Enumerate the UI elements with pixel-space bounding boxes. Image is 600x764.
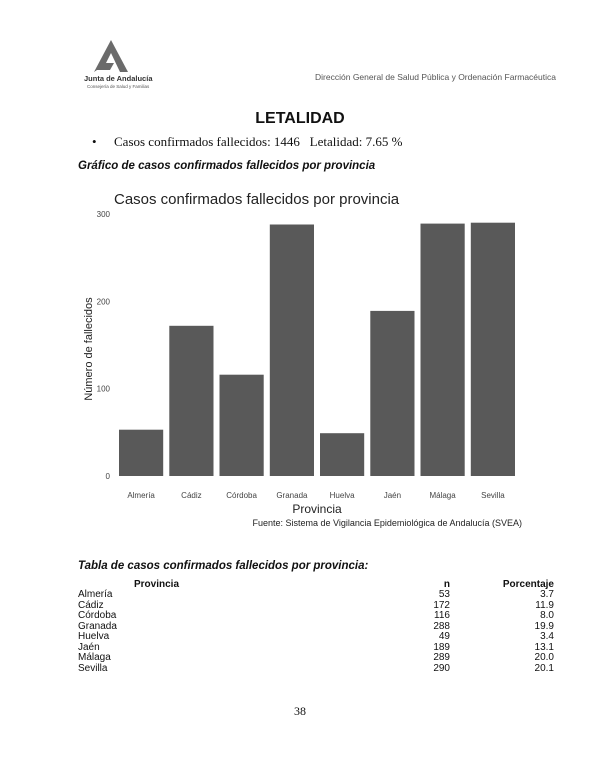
cell-provincia: Almería <box>78 589 113 600</box>
cell-porcentaje: 20.1 <box>534 662 554 674</box>
bar-granada <box>270 225 314 477</box>
cell-n: 53 <box>438 589 450 600</box>
x-tick-label: Huelva <box>329 491 355 500</box>
chart-title: Casos confirmados fallecidos por provincia <box>114 191 400 208</box>
cell-provincia: Jaén <box>78 641 100 653</box>
y-axis-label: Número de fallecidos <box>83 297 95 401</box>
table-section-heading: Tabla de casos confirmados fallecidos por provincia: <box>78 560 369 572</box>
x-tick-label: Jaén <box>383 491 402 500</box>
bar-sevilla <box>471 223 515 476</box>
x-tick-label: Almería <box>127 491 155 500</box>
page-number: 38 <box>294 704 306 718</box>
cell-porcentaje: 19.9 <box>534 620 554 632</box>
y-tick-label: 300 <box>96 210 110 219</box>
table-row <box>78 632 554 643</box>
department-name: Dirección General de Salud Pública y Ordenación Farmacéutica <box>315 72 556 82</box>
header-porcentaje: Porcentaje <box>502 579 554 590</box>
bar-cordoba <box>220 375 264 476</box>
bar-jaen <box>370 311 414 476</box>
cell-n: 116 <box>434 610 450 621</box>
deaths-bar-chart <box>78 186 538 531</box>
cell-provincia: Sevilla <box>78 662 108 674</box>
x-tick-label: Córdoba <box>226 491 257 500</box>
cell-n: 172 <box>433 599 450 611</box>
table-row <box>78 611 554 622</box>
cell-n: 288 <box>433 620 450 632</box>
cell-provincia: Málaga <box>78 652 111 663</box>
table-row <box>78 590 554 601</box>
table-row <box>78 653 554 664</box>
x-tick-label: Málaga <box>429 491 456 500</box>
y-tick-label: 100 <box>96 384 110 394</box>
bar-cadiz <box>169 326 213 476</box>
y-tick-label: 0 <box>105 472 110 481</box>
bar-huelva <box>320 433 364 476</box>
bar-malaga <box>421 224 465 476</box>
cell-n: 290 <box>433 662 450 674</box>
summary-text: Casos confirmados fallecidos: 1446 Letalidad: 7.65 % <box>114 134 403 149</box>
cell-n: 189 <box>433 641 450 653</box>
cell-porcentaje: 13.1 <box>534 641 554 653</box>
table-row <box>78 601 554 612</box>
cell-n: 289 <box>433 652 450 663</box>
bullet-icon: • <box>92 134 97 149</box>
table-row <box>78 622 554 633</box>
junta-logo-icon <box>94 40 128 72</box>
x-axis-label: Provincia <box>292 502 342 516</box>
chart-caption: Fuente: Sistema de Vigilancia Epidemiológica de Andalucía (SVEA) <box>252 518 522 528</box>
header-provincia: Provincia <box>134 579 180 590</box>
table-header-row <box>78 579 554 590</box>
cell-porcentaje: 11.9 <box>535 599 554 611</box>
page-title: LETALIDAD <box>255 110 345 127</box>
cell-provincia: Córdoba <box>78 610 117 621</box>
y-tick-label: 200 <box>96 297 110 307</box>
cell-provincia: Huelva <box>78 631 110 642</box>
chart-section-heading: Gráfico de casos confirmados fallecidos por provincia <box>78 160 376 172</box>
org-subtitle: Consejería de Salud y Familias <box>87 84 150 89</box>
deaths-table <box>78 579 554 674</box>
bar-almeria <box>119 430 163 476</box>
cell-provincia: Cádiz <box>78 599 104 611</box>
cell-n: 49 <box>438 631 450 642</box>
table-row <box>78 664 554 675</box>
x-tick-label: Cádiz <box>181 491 202 500</box>
table-row <box>78 643 554 654</box>
cell-porcentaje: 3.7 <box>540 589 554 600</box>
cell-porcentaje: 3.4 <box>540 631 554 642</box>
cell-porcentaje: 20.0 <box>534 652 554 663</box>
org-name: Junta de Andalucía <box>84 74 153 83</box>
cell-provincia: Granada <box>78 620 117 632</box>
cell-porcentaje: 8.0 <box>540 610 554 621</box>
header-n: n <box>443 579 450 590</box>
x-tick-label: Sevilla <box>481 491 505 500</box>
x-tick-label: Granada <box>276 491 308 500</box>
